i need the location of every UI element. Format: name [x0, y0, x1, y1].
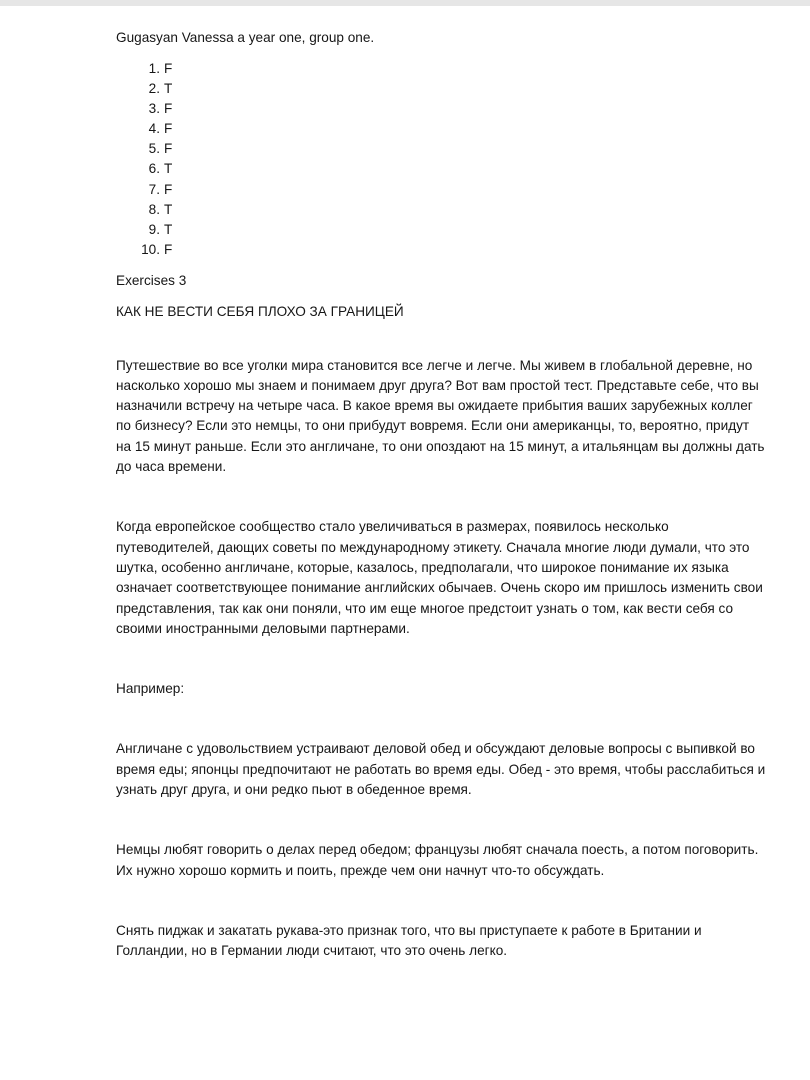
answer-value: F — [164, 121, 173, 137]
paragraph: Немцы любят говорить о делах перед обедом; французы любят сначала поесть, а потом поговорить. Их нужно хорошо кормить и поить, прежде чем они начнут что-то обсуждать. — [116, 842, 759, 878]
exercise-label: Exercises 3 — [116, 272, 187, 288]
answer-number: 7. — [148, 181, 160, 197]
paragraph: Например: — [116, 681, 185, 697]
answer-value: T — [164, 201, 173, 217]
list-item — [116, 79, 766, 99]
answer-value: F — [164, 181, 173, 197]
answer-value: T — [164, 221, 173, 237]
list-item — [116, 159, 766, 179]
answer-number: 8. — [148, 201, 160, 217]
answer-number: 3. — [148, 101, 160, 117]
paragraph: Путешествие во все уголки мира становится все легче и легче. Мы живем в глобальной деревне, но насколько хорошо мы знаем и понимаем друг друга? Вот вам простой тест. Представьте себе, что вы назначили встречу на четыре часа. В какое время вы ожидаете прибытия ваших зарубежных коллег по бизнесу? Если это немцы, то они прибудут вовремя. Если они американцы, то, вероятно, придут на 15 минут раньше. Если это англичане, то они опоздают на 15 минут, а итальянцам вы должны дать до часа времени. — [116, 357, 765, 475]
answer-number: 9. — [148, 221, 160, 237]
answer-value: F — [164, 101, 173, 117]
answer-list — [116, 59, 766, 260]
answer-number: 1. — [148, 61, 160, 76]
list-item — [116, 59, 766, 79]
list-item — [116, 119, 766, 139]
student-line: Gugasyan Vanessa a year one, group one. — [116, 30, 375, 45]
paragraph: Англичане с удовольствием устраивают деловой обед и обсуждают деловые вопросы с выпивкой во время еды; японцы предпочитают не работать во время еды. Обед - это время, чтобы расслабиться и узнать друг друга, и они редко пьют в обеденное время. — [116, 741, 766, 797]
answer-value: F — [164, 61, 173, 76]
answer-value: F — [164, 141, 173, 157]
list-item — [116, 220, 766, 240]
list-item — [116, 200, 766, 220]
paragraph: Когда европейское сообщество стало увеличиваться в размерах, появилось несколько путеводителей, дающих советы по международному этикету. Сначала многие люди думали, что это шутка, особенно англичане, которые, казалось, предполагали, что широкое понимание их языка означает соответствующее понимание английских обычаев. Очень скоро им пришлось изменить свои представления, так как они поняли, что им еще многое предстоит узнать о том, как вести себя со своими иностранными деловыми партнерами. — [116, 519, 763, 636]
article-title: КАК НЕ ВЕСТИ СЕБЯ ПЛОХО ЗА ГРАНИЦЕЙ — [116, 304, 404, 320]
answer-number: 2. — [148, 81, 160, 97]
list-item — [116, 99, 766, 119]
document-page — [116, 28, 766, 961]
list-item — [116, 240, 766, 260]
answer-number: 10. — [141, 241, 160, 257]
answer-number: 4. — [148, 121, 160, 137]
answer-value: T — [164, 161, 173, 177]
answer-value: T — [164, 81, 173, 97]
list-item — [116, 139, 766, 159]
answer-number: 5. — [148, 141, 160, 157]
list-item — [116, 180, 766, 200]
answer-number: 6. — [148, 161, 160, 177]
answer-value: F — [164, 241, 173, 257]
top-strip — [0, 0, 810, 6]
paragraph: Снять пиджак и закатать рукава-это признак того, что вы приступаете к работе в Британии и Голландии, но в Германии люди считают, что это очень легко. — [116, 922, 702, 959]
